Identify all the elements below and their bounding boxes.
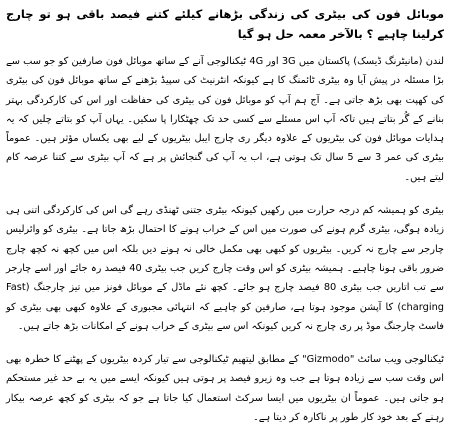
- article-paragraph-1: لندن (مانیٹرنگ ڈیسک) پاکستان میں 3G اور 4G ٹیکنالوجی آنے کے ساتھ موبائل فون صارفین کو جو سب سے بڑا مسئلہ در پیش آیا وہ بیٹری ٹائمنگ کا ہے کیونکہ انٹرنیٹ کی سپیڈ بڑھنے کے ساتھ موبائل فون کی بیٹری کی کھپت بھی بڑھ جاتی ہے۔ آج ہم آپ کو موبائل فون کی بیٹری کی حفاظت اور اس کی کارکردگی بہتر بنانے کے گُر بتاتے ہیں تاکہ آپ اس مسئلے سے کسی حد تک چھٹکارا پا سکیں۔ یہاں آپ کو بتاتے چلیں کہ یہ ہدایات موبائل فون کی بیٹریوں کے علاوہ دیگر ری چارج ایبل بیٹریوں کے لیے بھی یکساں مؤثر ہیں۔ عموماً بیٹری کی عمر 3 سے 5 سال تک ہوتی ہے، اب یہ آپ کی گنجائش پر ہے کہ آپ بیٹری سے کتنا عرصہ کام لیتے ہیں۔: [6, 56, 444, 183]
- article-headline: موبائل فون کی بیٹری کی زندگی بڑھانے کیلئے کتنے فیصد باقی ہو تو چارج کرلینا چاہیے ؟ بالآخر معمہ حل ہو گیا: [6, 7, 444, 41]
- article-paragraph-3: ٹیکنالوجی ویب سائٹ "Gizmodo" کے مطابق لیتھیم ٹیکنالوجی سے تیار کردہ بیٹریوں کے پھٹنے کا خطرہ بھی اس وقت سب سے زیادہ ہوتا ہے جب وہ زیرو فیصد پر ہوتی ہیں کیونکہ ایسے میں یہ بے حد غیر مستحکم ہو جاتی ہیں۔ عموماً ان بیٹریوں میں ایسا سرکٹ استعمال کیا جاتا ہے جو کہ بیٹری کو کچھ عرصہ بیکار رہنے کے بعد خود کار طور پر ناکارہ کر دیتا ہے۔: [6, 354, 444, 424]
- article-paragraph-2: بیٹری کو ہمیشہ کم درجہ حرارت میں رکھیں کیونکہ بیٹری جتنی ٹھنڈی رہے گی اس کی کارکردگی اتنی ہی زیادہ ہوگی، بیٹری گرم ہونے کی صورت میں اس کے خراب ہونے کا احتمال بڑھ جاتا ہے۔ بیٹری کو وائرلیس چارجر سے چارج نہ کریں۔ بیٹریوں کو کبھی بھی مکمل خالی نہ ہونے دیں بلکہ اس میں کچھ نہ کچھ چارج ضرور باقی ہونا چاہیے۔ ہمیشہ بیٹری کو اس وقت چارج کریں جب بیٹری 40 فیصد رہ جائے اور اسے چارجر سے تب اتاریں جب بیٹری 80 فیصد چارج ہو جائے۔ کچھ نئے ماڈل کے موبائل فونز میں تیز چارجنگ (Fast charging) کا آپشن موجود ہوتا ہے، صارفین کو چاہیے کہ انتہائی مجبوری کے علاوہ کبھی بھی بیٹری کو فاسٹ چارجنگ موڈ پر ری چارج نہ کریں کیونکہ اس سے بیٹری کے خراب ہونے کے امکانات بڑھ جاتے ہیں۔: [6, 205, 444, 332]
